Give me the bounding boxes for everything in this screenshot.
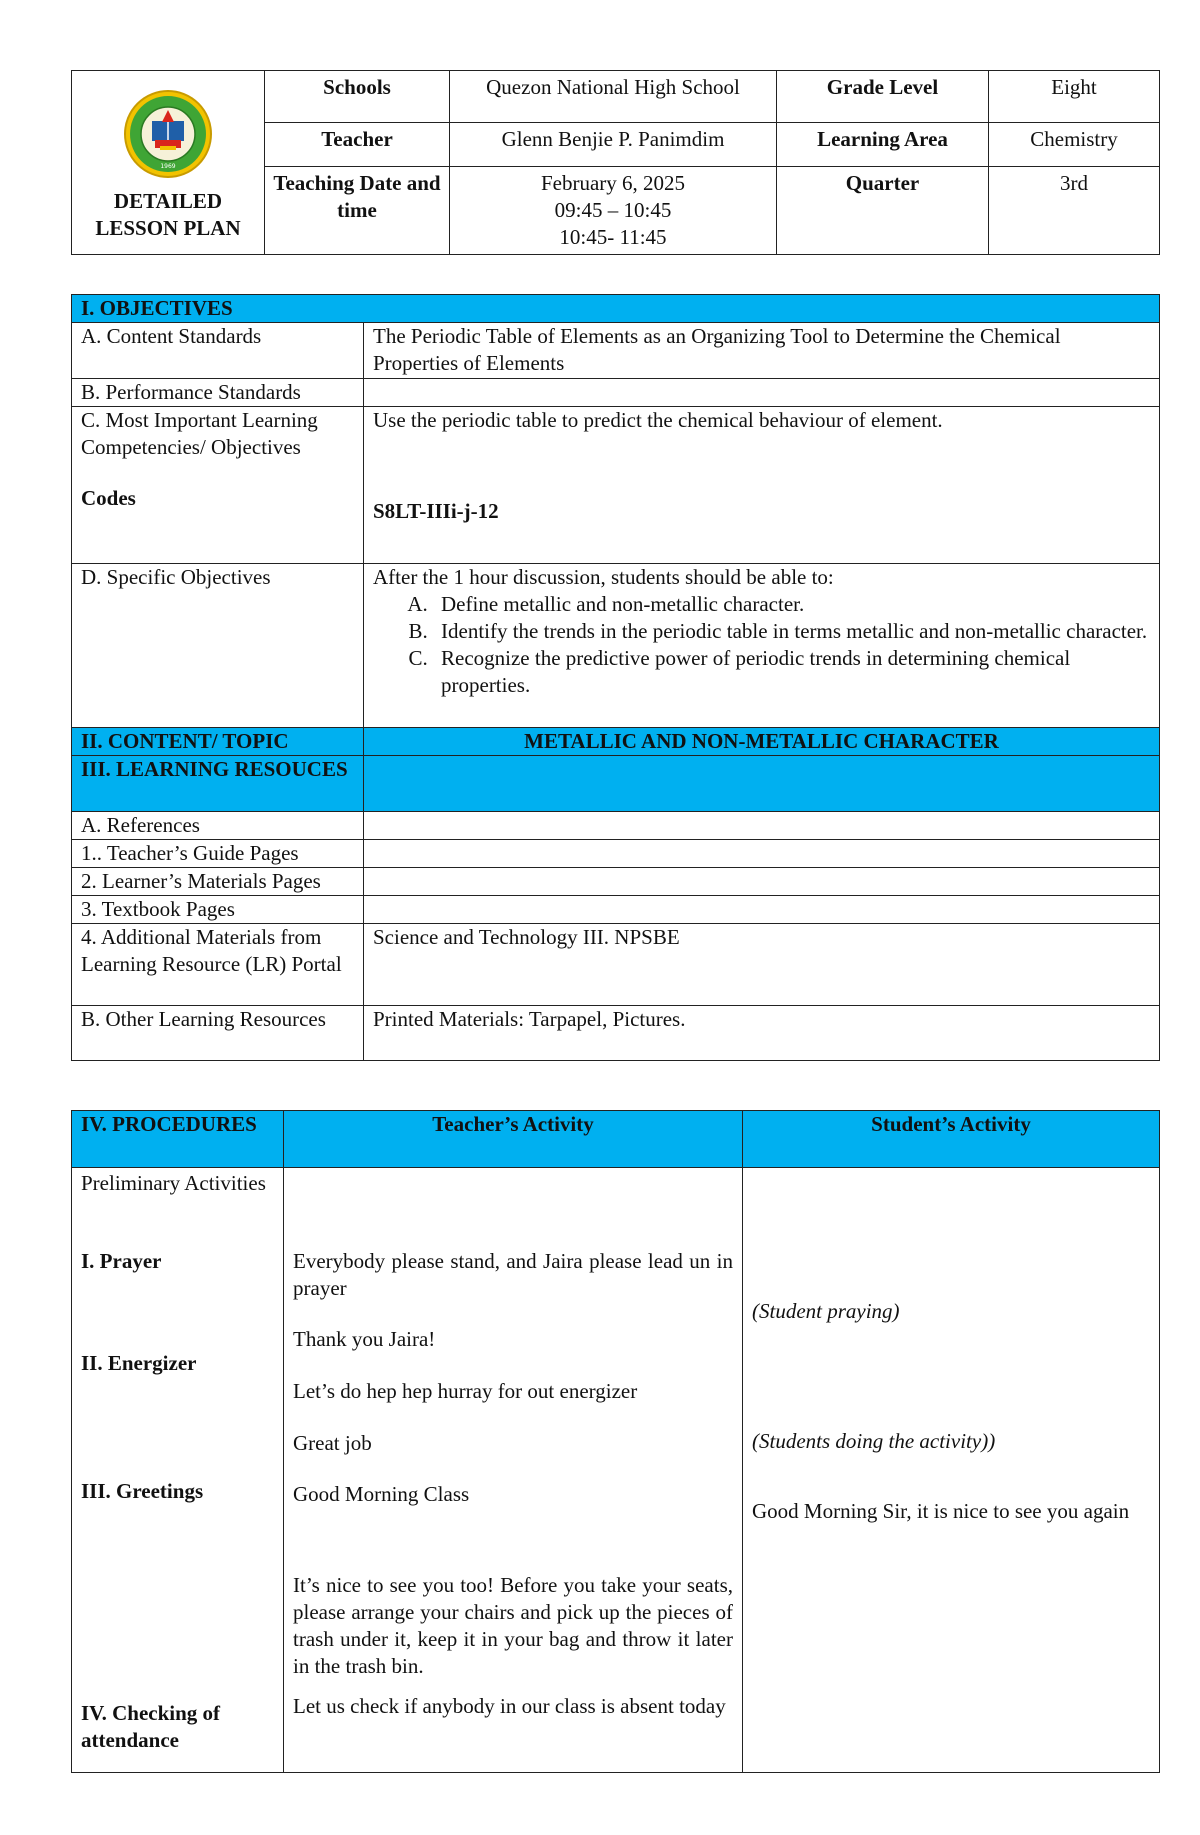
teacher-thanks: Thank you Jaira!	[293, 1327, 436, 1351]
learners-materials-value	[364, 868, 1160, 896]
teacher-seats: It’s nice to see you too! Before you take your seats, please arrange your chairs and pick up the pieces of trash under it, keep it in your bag and throw it later in the trash bin.	[293, 1573, 733, 1678]
codes-value: S8LT-IIIi-j-12	[373, 499, 499, 523]
schools-label: Schools	[265, 71, 450, 123]
additional-materials-label: 4. Additional Materials from Learning Resource (LR) Portal	[72, 924, 364, 1006]
teacher-great-job: Great job	[293, 1431, 372, 1455]
resources-heading: III. LEARNING RESOUCES	[72, 756, 364, 812]
teacher-prayer: Everybody please stand, and Jaira please lead un in prayer	[293, 1249, 733, 1300]
preliminary-label: Preliminary Activities	[81, 1171, 266, 1195]
lesson-plan-title: DETAILED LESSON PLAN	[95, 189, 241, 240]
teacher-greeting: Good Morning Class	[293, 1482, 470, 1506]
time-slot-2: 10:45- 11:45	[559, 224, 667, 249]
date-value-cell	[450, 166, 777, 254]
procedures-table	[71, 1110, 1160, 1773]
grade-label: Grade Level	[777, 71, 989, 123]
grade-value: Eight	[989, 71, 1160, 123]
attendance-label: IV. Checking of attendance	[81, 1701, 221, 1752]
content-topic-label: II. CONTENT/ TOPIC	[72, 728, 364, 756]
teacher-energizer: Let’s do hep hep hurray for out energizer	[293, 1379, 638, 1403]
content-standards-label: A. Content Standards	[72, 323, 364, 379]
header-table	[71, 70, 1160, 255]
teacher-activity-heading: Teacher’s Activity	[284, 1111, 743, 1168]
quarter-value: 3rd	[989, 166, 1160, 254]
textbook-value	[364, 896, 1160, 924]
list-item: C. Recognize the predictive power of periodic trends in determining chemical properties.	[433, 645, 1150, 699]
other-resources-value: Printed Materials: Tarpapel, Pictures.	[364, 1006, 1160, 1061]
quarter-label: Quarter	[777, 166, 989, 254]
title-cell	[72, 71, 265, 255]
area-label: Learning Area	[777, 123, 989, 166]
resources-heading-blank	[364, 756, 1160, 812]
references-value	[364, 812, 1160, 840]
area-value: Chemistry	[989, 123, 1160, 166]
other-resources-label: B. Other Learning Resources	[72, 1006, 364, 1061]
performance-standards-value	[364, 379, 1160, 407]
content-standards-value: The Periodic Table of Elements as an Organizing Tool to Determine the Chemical Properties of Elements	[364, 323, 1160, 379]
list-item: B. Identify the trends in the periodic table in terms metallic and non-metallic character.	[433, 618, 1150, 645]
student-activity-cell	[743, 1168, 1160, 1773]
teachers-guide-value	[364, 840, 1160, 868]
specific-objectives-label: D. Specific Objectives	[72, 564, 364, 728]
codes-label: Codes	[81, 486, 136, 510]
teacher-value: Glenn Benjie P. Panimdim	[450, 123, 777, 166]
content-topic-value: METALLIC AND NON-METALLIC CHARACTER	[364, 728, 1160, 756]
teacher-attendance: Let us check if anybody in our class is absent today	[293, 1694, 726, 1718]
mil-value-cell	[364, 407, 1160, 564]
teachers-guide-label: 1.. Teacher’s Guide Pages	[72, 840, 364, 868]
mil-cell	[72, 407, 364, 564]
procedures-heading: IV. PROCEDURES	[72, 1111, 284, 1168]
seal-year: 1969	[160, 163, 176, 170]
teacher-label: Teacher	[265, 123, 450, 166]
student-activity: (Students doing the activity))	[752, 1429, 996, 1453]
student-activity-heading: Student’s Activity	[743, 1111, 1160, 1168]
mil-label: C. Most Important Learning Competencies/ Objectives	[81, 408, 318, 459]
energizer-label: II. Energizer	[81, 1351, 197, 1375]
objectives-table	[71, 294, 1160, 1061]
teacher-activity-cell	[284, 1168, 743, 1773]
list-item: A. Define metallic and non-metallic character.	[433, 591, 1150, 618]
references-label: A. References	[72, 812, 364, 840]
school-seal-icon	[122, 88, 214, 180]
textbook-label: 3. Textbook Pages	[72, 896, 364, 924]
date-label: Teaching Date and time	[265, 166, 450, 254]
additional-materials-value: Science and Technology III. NPSBE	[364, 924, 1160, 1006]
date-value: February 6, 2025	[540, 170, 686, 195]
specific-intro: After the 1 hour discussion, students should be able to:	[373, 565, 834, 589]
performance-standards-label: B. Performance Standards	[72, 379, 364, 407]
prayer-label: I. Prayer	[81, 1249, 162, 1273]
objectives-heading: I. OBJECTIVES	[72, 295, 1160, 323]
student-praying: (Student praying)	[752, 1299, 900, 1323]
school-seal	[122, 88, 214, 180]
specific-objectives-cell	[364, 564, 1160, 728]
schools-value: Quezon National High School	[450, 71, 777, 123]
specific-objectives-list	[373, 591, 1150, 699]
learners-materials-label: 2. Learner’s Materials Pages	[72, 868, 364, 896]
student-greeting: Good Morning Sir, it is nice to see you again	[752, 1499, 1130, 1523]
time-slot-1: 09:45 – 10:45	[554, 197, 672, 222]
procedure-steps-cell	[72, 1168, 284, 1773]
mil-value: Use the periodic table to predict the chemical behaviour of element.	[373, 408, 943, 432]
greetings-label: III. Greetings	[81, 1479, 204, 1503]
